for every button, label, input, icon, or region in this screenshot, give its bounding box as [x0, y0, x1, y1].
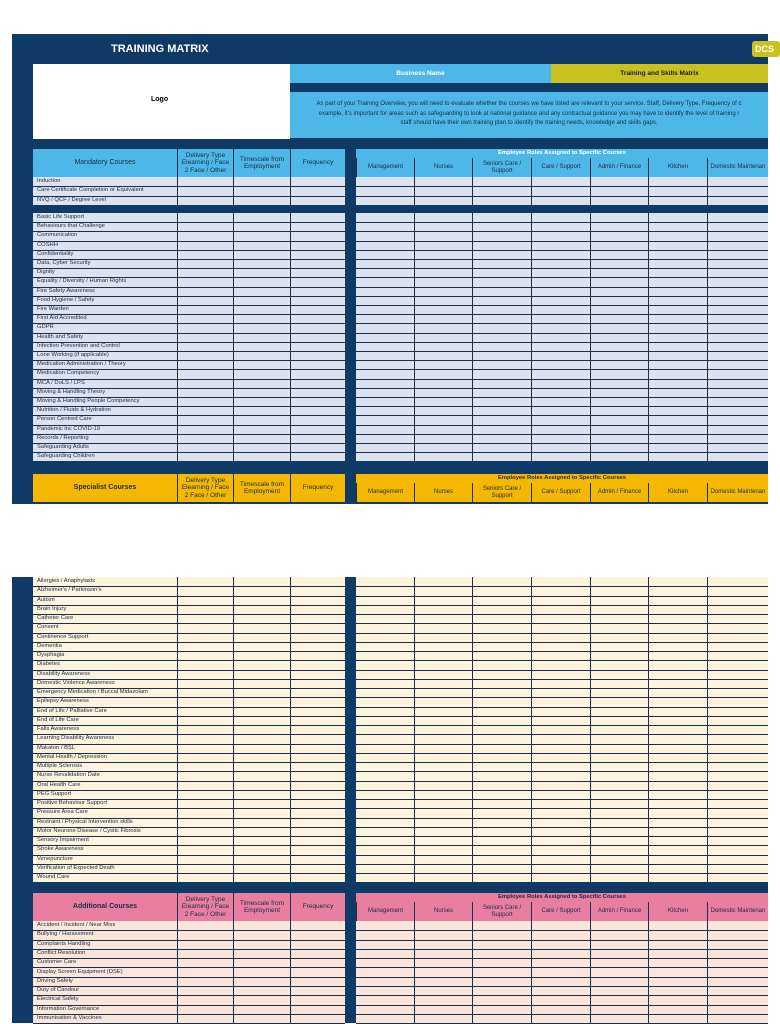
column-line — [177, 921, 178, 1023]
course-name: Person Centred Care — [37, 416, 92, 423]
brand-logo: DCS — [752, 41, 780, 57]
delivery-type-header-label: Delivery Type Elearning / Face 2 Face / Other — [181, 151, 230, 174]
frequency-header-label: Frequency — [302, 484, 334, 492]
mandatory-b-roles-table — [356, 213, 768, 461]
course-name: Care Certificate Completion or Equivalent — [37, 187, 144, 194]
column-line — [472, 177, 473, 205]
course-name: Confidentiality — [37, 250, 74, 257]
column-line — [414, 921, 415, 1023]
role-header-label: Management — [367, 164, 404, 171]
specialist-roles-table — [356, 577, 768, 882]
frequency-header — [290, 893, 345, 921]
course-name: Pandemic inc COVID-19 — [37, 425, 101, 432]
course-name: Moving & Handling Theory — [37, 388, 106, 395]
role-header-3 — [472, 158, 531, 177]
section-title: Specialist Courses — [73, 483, 137, 491]
course-name: Customer Care — [37, 959, 77, 966]
column-line — [531, 921, 532, 1023]
course-name: Driving Safely — [37, 977, 73, 984]
role-header-label: Nurses — [433, 164, 453, 171]
role-header-label: Nurses — [433, 908, 453, 915]
section-spine — [12, 921, 33, 1023]
mandatory-a-roles-table — [356, 177, 768, 205]
column-line — [233, 177, 234, 205]
column-line — [707, 213, 708, 461]
course-name: Epilepsy Awareness — [37, 698, 89, 705]
role-header-2 — [414, 483, 472, 502]
course-name: Wound Care — [37, 874, 70, 880]
column-line — [233, 577, 234, 882]
course-name: Safeguarding Children — [37, 453, 95, 460]
course-name: Immunisation & Vaccines — [37, 1015, 102, 1021]
course-name: Venepuncture — [37, 855, 73, 862]
section-title-cell — [33, 893, 177, 921]
frequency-header-label: Frequency — [302, 159, 334, 167]
business-name-label: Business Name — [396, 70, 445, 77]
role-header-3 — [472, 483, 531, 502]
delivery-type-header — [177, 893, 233, 921]
column-line — [648, 921, 649, 1023]
course-name: Bullying / Harassment — [37, 931, 94, 938]
course-name: Medication Administration / Theory — [37, 361, 126, 368]
additional-course-table — [33, 921, 345, 1023]
role-header-2 — [414, 902, 472, 921]
role-header-label: Domestic Maintenan — [710, 908, 766, 915]
specialist-course-table — [33, 577, 345, 882]
timescale-header — [233, 149, 290, 177]
course-name: GDPR — [37, 324, 54, 331]
course-name: Lone Working (if applicable) — [37, 352, 109, 358]
section-divider — [345, 177, 356, 205]
intro-line-1: As part of your Training Overview, you will need to evaluate whether the courses we have listed are relevant to your service. Staff, Delivery Type, Frequency of c — [316, 101, 742, 107]
role-header-label: Kitchen — [667, 908, 688, 915]
role-header-label: Management — [367, 489, 404, 496]
section-divider — [345, 213, 356, 461]
role-header-7 — [707, 483, 768, 502]
column-line — [233, 921, 234, 1023]
course-name: End of Life Care — [37, 716, 79, 723]
course-name: MCA / DoLS / LPS — [37, 379, 85, 386]
course-name: Allergies / Anaphylaxis — [37, 578, 95, 584]
course-name: Diabetes — [37, 661, 60, 668]
role-header-label: Seniors Care / Support — [482, 904, 522, 918]
role-header-4 — [531, 902, 590, 921]
course-name: Sensory Impairment — [37, 837, 89, 843]
course-name: Restraint / Physical Intervention skills — [37, 818, 133, 825]
course-name: Safeguarding Adults — [37, 444, 89, 450]
role-header-label: Kitchen — [667, 164, 688, 171]
section-divider — [345, 577, 356, 882]
course-name: Stroke Awareness — [37, 846, 84, 853]
course-name: End of Life / Palliative Care — [37, 707, 107, 714]
course-name: Makaton / BSL — [37, 744, 76, 751]
course-name: Motor Neurone Disease / Cystic Fibrosis — [37, 827, 141, 834]
course-name: Records / Reporting — [37, 434, 89, 441]
course-name: Fire Warden — [37, 306, 69, 312]
section-title: Additional Courses — [72, 902, 138, 910]
additional-roles-table — [356, 921, 768, 1023]
skills-matrix-label: Training and Skills Matrix — [620, 70, 699, 77]
role-header-6 — [648, 902, 707, 921]
column-line — [414, 577, 415, 882]
course-name: Display Screen Equipment (DSE) — [37, 968, 123, 975]
frequency-header-label: Frequency — [302, 903, 334, 911]
section-title: Mandatory Courses — [74, 158, 136, 166]
column-line — [290, 177, 291, 205]
course-name: Induction — [37, 178, 61, 184]
course-name: Oral Health Care — [37, 781, 81, 788]
skills-matrix-cell — [551, 64, 768, 83]
course-name: Catheter Care — [37, 615, 74, 621]
column-line — [177, 213, 178, 461]
course-name: Positive Behaviour Support — [37, 800, 107, 806]
column-line — [472, 921, 473, 1023]
course-name: Nurse Revalidation Date — [37, 772, 100, 779]
section-gap — [12, 461, 768, 474]
section-spine — [12, 213, 33, 461]
section-title-cell — [33, 149, 177, 177]
role-header-label: Admin / Finance — [597, 164, 642, 171]
role-header-4 — [531, 158, 590, 177]
course-name: Disability Awareness — [37, 670, 91, 677]
course-name: Emergency Medication / Buccal Midazolam — [37, 689, 148, 695]
role-header-label: Management — [367, 908, 404, 915]
section-gap — [12, 205, 768, 213]
timescale-header-label: Timescale from Employment — [239, 155, 285, 170]
frequency-header — [290, 474, 345, 502]
course-name: Accident / Incident / Near Miss — [37, 922, 116, 928]
course-name: Mental Health / Depression — [37, 753, 107, 760]
course-name: Nutrition / Fluids & Hydration — [37, 407, 111, 414]
roles-banner-label: Employee Roles Assigned to Specific Courses — [498, 150, 626, 157]
role-header-label: Seniors Care / Support — [482, 160, 522, 174]
role-header-6 — [648, 158, 707, 177]
role-header-1 — [356, 158, 414, 177]
column-line — [472, 213, 473, 461]
delivery-type-header-label: Delivery Type Elearning / Face 2 Face / Other — [181, 895, 230, 918]
intro-text-box — [290, 92, 768, 138]
role-header-7 — [707, 902, 768, 921]
logo-label: Logo — [151, 96, 169, 103]
course-name: COSHH — [37, 241, 58, 248]
role-header-label: Kitchen — [667, 489, 688, 496]
course-name: Domestic Violence Awareness — [37, 679, 115, 686]
logo-box — [33, 64, 290, 139]
column-line — [177, 577, 178, 882]
course-name: Continence Support — [37, 633, 89, 640]
delivery-type-header — [177, 474, 233, 502]
column-line — [648, 177, 649, 205]
role-header-label: Domestic Maintenan — [710, 164, 766, 171]
course-name: Complaints Handling — [37, 940, 91, 947]
column-line — [531, 213, 532, 461]
course-name: Dignity — [37, 269, 55, 276]
column-line — [290, 577, 291, 882]
role-header-1 — [356, 483, 414, 502]
column-line — [590, 213, 591, 461]
column-line — [590, 921, 591, 1023]
role-header-3 — [472, 902, 531, 921]
section-divider — [345, 921, 356, 1023]
timescale-header — [233, 474, 290, 502]
role-header-7 — [707, 158, 768, 177]
course-name: Consent — [37, 624, 59, 631]
column-line — [531, 177, 532, 205]
column-line — [290, 921, 291, 1023]
column-line — [177, 177, 178, 205]
course-name: Conflict Resolution — [37, 949, 86, 956]
role-header-2 — [414, 158, 472, 177]
column-line — [414, 213, 415, 461]
delivery-type-header-label: Delivery Type Elearning / Face 2 Face / Other — [181, 476, 230, 499]
column-line — [290, 213, 291, 461]
course-name: Moving & Handling People Competency — [37, 398, 140, 404]
column-line — [648, 213, 649, 461]
course-name: Dementia — [37, 642, 62, 649]
column-line — [531, 577, 532, 882]
column-line — [590, 177, 591, 205]
column-line — [648, 577, 649, 882]
course-name: First Aid Accredited — [37, 315, 87, 322]
role-header-5 — [590, 158, 648, 177]
timescale-header-label: Timescale from Employment — [239, 480, 285, 495]
delivery-type-header — [177, 149, 233, 177]
role-header-1 — [356, 902, 414, 921]
role-header-4 — [531, 483, 590, 502]
section-gap — [12, 882, 768, 893]
course-name: Dysphagia — [37, 652, 65, 658]
column-line — [414, 177, 415, 205]
course-name: Multiple Sclerosis — [37, 763, 83, 769]
course-name: Communication — [37, 232, 78, 239]
course-name: Behaviours that Challenge — [37, 223, 105, 230]
course-name: Basic Life Support — [37, 214, 85, 220]
role-header-label: Care / Support — [541, 164, 581, 171]
section-spine — [12, 577, 33, 882]
page-title: TRAINING MATRIX — [111, 43, 209, 55]
timescale-header-label: Timescale from Employment — [239, 899, 285, 914]
column-line — [707, 921, 708, 1023]
course-name: Verification of Expected Death — [37, 864, 115, 871]
roles-banner-label: Employee Roles Assigned to Specific Courses — [498, 894, 626, 901]
course-name: Duty of Candour — [37, 987, 80, 994]
roles-banner — [356, 474, 768, 483]
role-header-label: Seniors Care / Support — [482, 485, 522, 499]
course-name: Infection Prevention and Control — [37, 342, 120, 349]
course-name: Equality / Diversity / Human Rights — [37, 278, 127, 285]
intro-line-2: example, it's important for areas such as safeguarding to look at national guidance and any contractual guidance you may have to identify the level of training r — [318, 110, 740, 117]
role-header-label: Care / Support — [541, 489, 581, 496]
column-line — [707, 577, 708, 882]
section-title-cell — [33, 474, 177, 502]
role-header-6 — [648, 483, 707, 502]
intro-line-3: staff should have their own training plan to identify the training needs, knowledge and skills gaps. — [400, 120, 658, 126]
course-name: Alzheimer's / Parkinson's — [37, 587, 102, 594]
roles-banner — [356, 893, 768, 902]
title-bar — [12, 34, 775, 64]
course-name: Medication Competency — [37, 370, 100, 377]
course-name: Pressure Area Care — [37, 809, 88, 816]
column-line — [233, 213, 234, 461]
timescale-header — [233, 893, 290, 921]
course-name: Autism — [37, 596, 55, 603]
course-name: Brain Injury — [37, 605, 67, 612]
roles-banner-label: Employee Roles Assigned to Specific Courses — [498, 475, 626, 482]
column-line — [472, 577, 473, 882]
course-name: Fire Safety Awareness — [37, 287, 95, 294]
business-name-cell[interactable] — [290, 64, 551, 83]
table-row — [33, 1014, 345, 1024]
course-name: Learning Disability Awareness — [37, 735, 115, 742]
course-name: Data, Cyber Security — [37, 260, 91, 266]
role-header-label: Admin / Finance — [597, 489, 642, 496]
course-name: NVQ / QCF / Degree Level — [37, 196, 106, 203]
course-name: Falls Awareness — [37, 726, 80, 732]
section-spine — [12, 177, 33, 205]
column-line — [707, 177, 708, 205]
role-header-label: Nurses — [433, 489, 453, 496]
frequency-header — [290, 149, 345, 177]
role-header-label: Admin / Finance — [597, 908, 642, 915]
mandatory-b-course-table — [33, 213, 345, 461]
role-header-label: Domestic Maintenan — [710, 489, 766, 496]
role-header-5 — [590, 902, 648, 921]
column-line — [590, 577, 591, 882]
course-name: Electrical Safety — [37, 996, 79, 1003]
course-name: Health and Safety — [37, 333, 84, 340]
course-name: PEG Support — [37, 790, 72, 797]
course-name: Information Governance — [37, 1005, 100, 1012]
roles-banner — [356, 149, 768, 158]
role-header-5 — [590, 483, 648, 502]
mandatory-a-course-table — [33, 177, 345, 205]
course-name: Food Hygiene / Safety — [37, 296, 95, 303]
role-header-label: Care / Support — [541, 908, 581, 915]
